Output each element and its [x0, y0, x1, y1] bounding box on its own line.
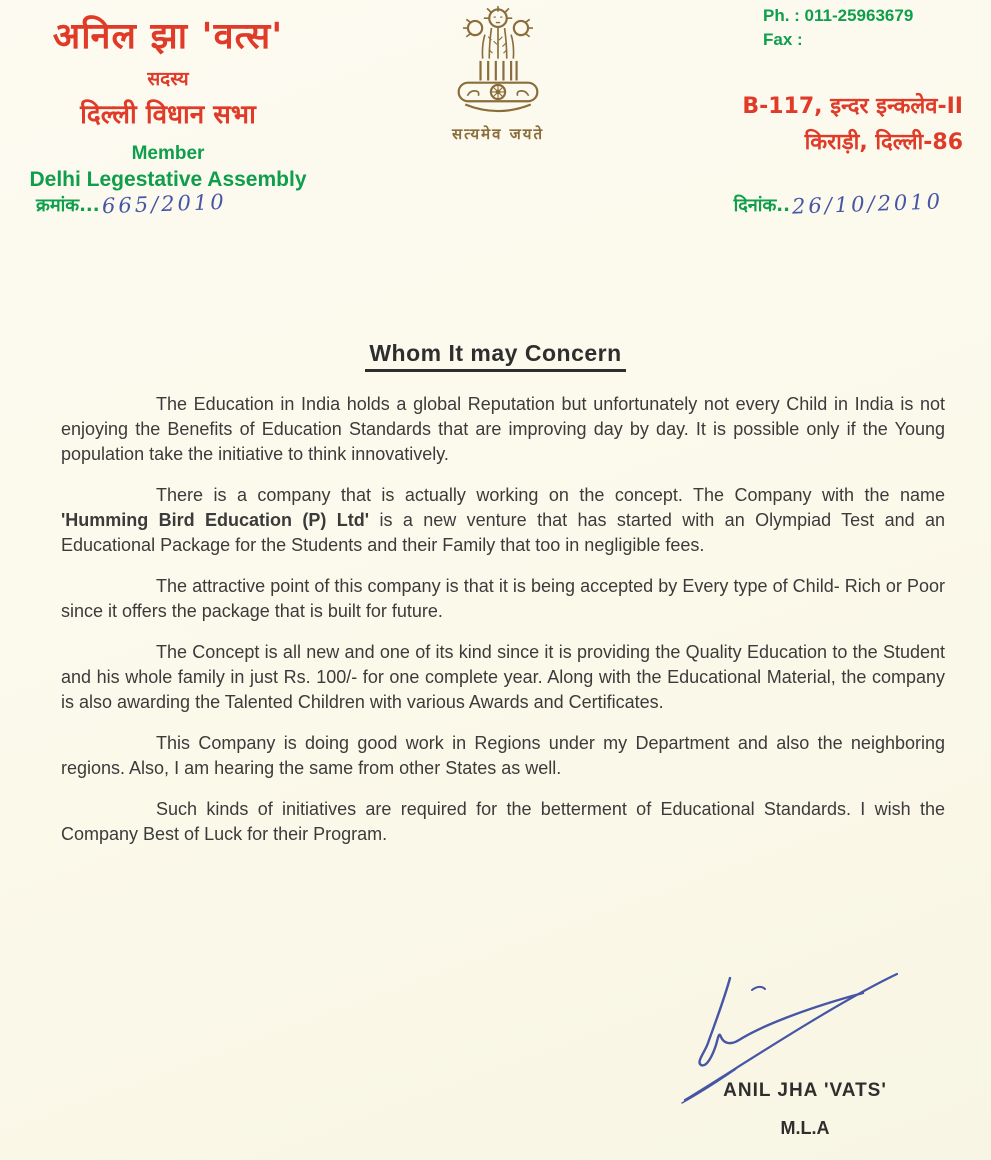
letterhead-left [18, 10, 318, 192]
date-value-handwritten: 26/10/2010 [791, 189, 944, 219]
letter-title: Whom It may Concern [365, 340, 625, 372]
letter-paragraph: The attractive point of this company is that it is being accepted by Every type of Child- Rich or Poor since it offers the package that is built for future. [61, 576, 945, 621]
letter-paragraph: The Concept is all new and one of its kind since it is providing the Quality Education to the Student and his whole family in just Rs. 100/- for one complete year. Along with the Educational Material, the company is also awarding the Talented Children with various Awards and Certificates. [61, 642, 945, 712]
assembly-name-hindi: दिल्ली विधान सभा [80, 100, 256, 130]
address-line-1: B-117, इन्दर इन्कलेव-II [742, 94, 963, 119]
signatory-designation: M.L.A [780, 1118, 830, 1138]
letter-paragraph: Such kinds of initiatives are required for the betterment of Educational Standards. I wish the Company Best of Luck for their Program. [61, 799, 945, 844]
letter-paragraph: There is a company that is actually working on the concept. The Company with the name 'Humming Bird Education (P) Ltd' is a new venture that has started with an Olympiad Test and an Educational Package for the Students and their Family that too in negligible fees. [61, 485, 945, 555]
letter-body [61, 392, 945, 863]
state-emblem-of-india-icon [428, 4, 568, 144]
emblem-motto: सत्यमेव जयते [451, 125, 545, 143]
address-line-2: किराड़ी, दिल्ली-86 [804, 130, 963, 155]
member-name-hindi: अनिल झा 'वत्स' [52, 16, 284, 57]
letter-paragraph: The Education in India holds a global Reputation but unfortunately not every Child in India is not enjoying the Benefits of Education Standards that are improving day by day. It is possible only if the Young population take the initiative to think innovatively. [61, 394, 945, 464]
reference-number [36, 189, 227, 219]
fax-label: Fax : [763, 30, 803, 49]
letter-paragraph: This Company is doing good work in Regions under my Department and also the neighboring regions. Also, I am hearing the same from other States as well. [61, 733, 945, 778]
member-role-english: Member [131, 143, 205, 164]
member-role-hindi: सदस्य [147, 68, 189, 90]
assembly-name-english: Delhi Legestative Assembly [29, 168, 307, 191]
reference-label: क्रमांक... [36, 195, 100, 216]
date-label: दिनांक.. [733, 195, 790, 216]
letter-title-row [0, 340, 991, 372]
reference-value-handwritten: 665/2010 [101, 189, 227, 219]
signature-block [640, 948, 970, 1139]
phone-number: Ph. : 011-25963679 [763, 6, 914, 25]
letterhead-right [663, 6, 963, 156]
lion-capital-graphic [443, 4, 553, 122]
signatory-name: ANIL JHA 'VATS' [723, 1080, 887, 1101]
letter-date [733, 189, 944, 219]
